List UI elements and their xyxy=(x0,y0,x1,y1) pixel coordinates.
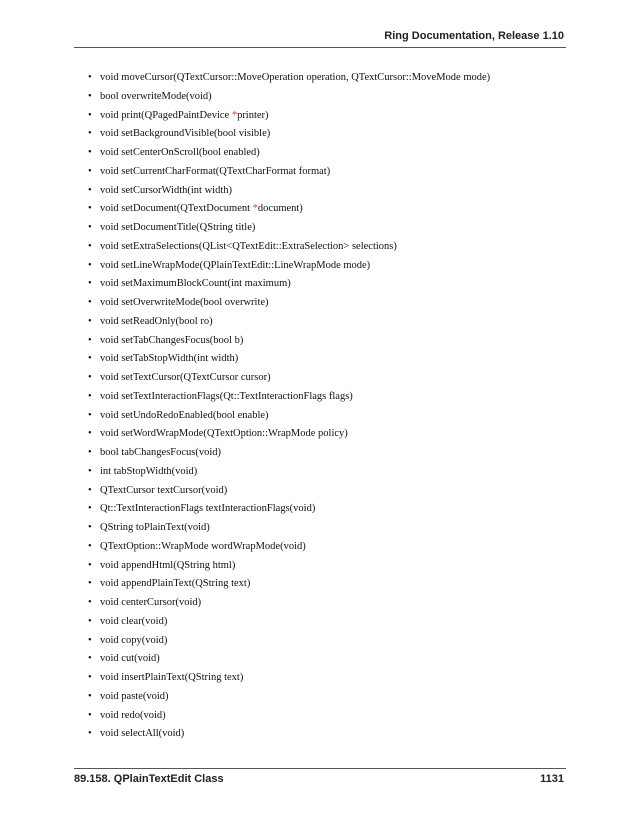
list-item xyxy=(88,278,490,297)
signature-text: void setMaximumBlockCount(int maximum) xyxy=(100,278,291,290)
bullet: • xyxy=(88,184,92,196)
method-signature xyxy=(100,428,348,439)
method-signature xyxy=(100,278,291,289)
method-signature xyxy=(100,560,235,571)
method-signature xyxy=(100,578,250,589)
method-signature xyxy=(100,653,160,664)
signature-text: document) xyxy=(257,203,303,215)
signature-text: void setDocumentTitle(QString title) xyxy=(100,222,256,233)
method-signature xyxy=(100,222,255,233)
list-item xyxy=(88,316,490,335)
bullet: • xyxy=(88,690,92,702)
bullet: • xyxy=(88,465,92,477)
footer-page-number: 1131 xyxy=(540,773,564,785)
method-signature xyxy=(100,72,490,83)
list-item xyxy=(88,635,490,654)
bullet: • xyxy=(88,147,92,158)
signature-text: void insertPlainText(QString text) xyxy=(100,672,244,683)
list-item xyxy=(88,147,490,166)
method-signature xyxy=(100,91,212,102)
method-signature xyxy=(100,691,169,702)
list-item xyxy=(88,410,490,429)
signature-text: void setTabChangesFocus(bool b) xyxy=(100,334,244,346)
signature-text: void appendPlainText(QString text) xyxy=(100,578,251,590)
method-signature xyxy=(100,503,315,514)
list-item xyxy=(88,260,490,279)
signature-text: void setUndoRedoEnabled(bool enable) xyxy=(100,409,269,421)
method-signature xyxy=(100,522,210,533)
method-signature xyxy=(100,616,167,627)
method-signature xyxy=(100,672,243,683)
method-list xyxy=(88,72,490,747)
method-signature xyxy=(100,316,213,327)
signature-text: void setCursorWidth(int width) xyxy=(100,184,232,196)
method-signature xyxy=(100,110,269,121)
signature-text: bool overwriteMode(void) xyxy=(100,90,212,102)
header-divider xyxy=(74,47,566,48)
list-item xyxy=(88,241,490,260)
signature-text: void setCenterOnScroll(bool enabled) xyxy=(100,147,260,158)
method-signature xyxy=(100,710,166,721)
method-signature xyxy=(100,466,197,477)
list-item xyxy=(88,728,490,747)
bullet: • xyxy=(88,597,92,608)
list-item xyxy=(88,335,490,354)
bullet: • xyxy=(88,353,92,365)
signature-text: void setTabStopWidth(int width) xyxy=(100,353,239,365)
list-item xyxy=(88,185,490,204)
list-item xyxy=(88,466,490,485)
running-header: Ring Documentation, Release 1.10 xyxy=(384,30,564,42)
bullet: • xyxy=(88,634,92,646)
signature-text: void appendHtml(QString html) xyxy=(100,559,236,571)
list-item xyxy=(88,353,490,372)
method-signature xyxy=(100,241,397,252)
list-item xyxy=(88,710,490,729)
method-signature xyxy=(100,128,270,139)
bullet: • xyxy=(88,372,92,383)
bullet: • xyxy=(88,203,92,215)
signature-text: int tabStopWidth(void) xyxy=(100,465,198,477)
bullet: • xyxy=(88,672,92,683)
method-signature xyxy=(100,166,330,177)
signature-text: void setLineWrapMode(QPlainTextEdit::LineWrapMode mode) xyxy=(100,259,371,271)
signature-text: void setTextCursor(QTextCursor cursor) xyxy=(100,372,271,383)
list-item xyxy=(88,616,490,635)
list-item xyxy=(88,110,490,129)
bullet: • xyxy=(88,559,92,571)
bullet: • xyxy=(88,390,92,402)
bullet: • xyxy=(88,90,92,102)
method-signature xyxy=(100,410,269,421)
method-signature xyxy=(100,372,271,383)
bullet: • xyxy=(88,615,92,627)
signature-text: bool tabChangesFocus(void) xyxy=(100,447,222,458)
bullet: • xyxy=(88,165,92,177)
bullet: • xyxy=(88,409,92,421)
list-item xyxy=(88,672,490,691)
list-item xyxy=(88,72,490,91)
method-signature xyxy=(100,335,243,346)
bullet: • xyxy=(88,240,92,252)
list-item xyxy=(88,91,490,110)
list-item xyxy=(88,203,490,222)
bullet: • xyxy=(88,503,92,515)
list-item xyxy=(88,391,490,410)
signature-text: QString toPlainText(void) xyxy=(100,522,210,533)
signature-text: void setExtraSelections(QList<QTextEdit::ExtraSelection> selections) xyxy=(100,240,397,252)
bullet: • xyxy=(88,109,92,121)
method-signature xyxy=(100,597,201,608)
list-item xyxy=(88,297,490,316)
method-signature xyxy=(100,353,238,364)
signature-text: void clear(void) xyxy=(100,615,168,627)
bullet: • xyxy=(88,578,92,590)
bullet: • xyxy=(88,334,92,346)
method-signature xyxy=(100,391,353,402)
signature-text: void setOverwriteMode(bool overwrite) xyxy=(100,297,269,308)
signature-text: void moveCursor(QTextCursor::MoveOperation operation, QTextCursor::MoveMode mode) xyxy=(100,72,491,83)
list-item xyxy=(88,522,490,541)
signature-text: void setCurrentCharFormat(QTextCharFormat format) xyxy=(100,165,331,177)
signature-text: printer) xyxy=(237,109,269,121)
list-item xyxy=(88,128,490,147)
bullet: • xyxy=(88,128,92,140)
bullet: • xyxy=(88,222,92,233)
bullet: • xyxy=(88,428,92,440)
bullet: • xyxy=(88,484,92,496)
signature-text: void redo(void) xyxy=(100,709,166,721)
signature-text: QTextCursor textCursor(void) xyxy=(100,484,228,496)
bullet: • xyxy=(88,315,92,327)
signature-text: void paste(void) xyxy=(100,690,169,702)
pointer-asterisk: * xyxy=(231,109,238,121)
list-item xyxy=(88,578,490,597)
bullet: • xyxy=(88,653,92,665)
method-signature xyxy=(100,203,303,214)
list-item xyxy=(88,485,490,504)
bullet: • xyxy=(88,728,92,740)
list-item xyxy=(88,447,490,466)
list-item xyxy=(88,541,490,560)
method-signature xyxy=(100,185,232,196)
list-item xyxy=(88,597,490,616)
bullet: • xyxy=(88,540,92,552)
footer-divider xyxy=(74,768,566,769)
list-item xyxy=(88,560,490,579)
method-signature xyxy=(100,541,306,552)
list-item xyxy=(88,372,490,391)
signature-text: void centerCursor(void) xyxy=(100,597,202,608)
list-item xyxy=(88,653,490,672)
method-signature xyxy=(100,147,260,158)
signature-text: void setReadOnly(bool ro) xyxy=(100,315,213,327)
bullet: • xyxy=(88,278,92,290)
list-item xyxy=(88,222,490,241)
signature-text: void cut(void) xyxy=(100,653,160,665)
bullet: • xyxy=(88,709,92,721)
method-signature xyxy=(100,260,370,271)
list-item xyxy=(88,428,490,447)
method-signature xyxy=(100,485,227,496)
pointer-asterisk: * xyxy=(252,203,258,215)
bullet: • xyxy=(88,297,92,308)
method-signature xyxy=(100,297,269,308)
bullet: • xyxy=(88,447,92,458)
method-signature xyxy=(100,447,221,458)
signature-text: void copy(void) xyxy=(100,634,168,646)
method-signature xyxy=(100,635,167,646)
list-item xyxy=(88,691,490,710)
signature-text: void setBackgroundVisible(bool visible) xyxy=(100,128,271,140)
footer-section-title: 89.158. QPlainTextEdit Class xyxy=(74,773,224,785)
signature-text: void setWordWrapMode(QTextOption::WrapMode policy) xyxy=(100,428,348,440)
signature-text: QTextOption::WrapMode wordWrapMode(void) xyxy=(100,540,306,552)
signature-text: void setDocument(QTextDocument xyxy=(100,203,253,215)
signature-text: void print(QPagedPaintDevice xyxy=(100,109,232,121)
bullet: • xyxy=(88,522,92,533)
method-signature xyxy=(100,728,184,739)
signature-text: void selectAll(void) xyxy=(100,728,185,740)
list-item xyxy=(88,166,490,185)
signature-text: Qt::TextInteractionFlags textInteractionFlags(void) xyxy=(100,503,316,515)
bullet: • xyxy=(88,259,92,271)
signature-text: void setTextInteractionFlags(Qt::TextInteractionFlags flags) xyxy=(100,390,353,402)
bullet: • xyxy=(88,72,92,83)
list-item xyxy=(88,503,490,522)
